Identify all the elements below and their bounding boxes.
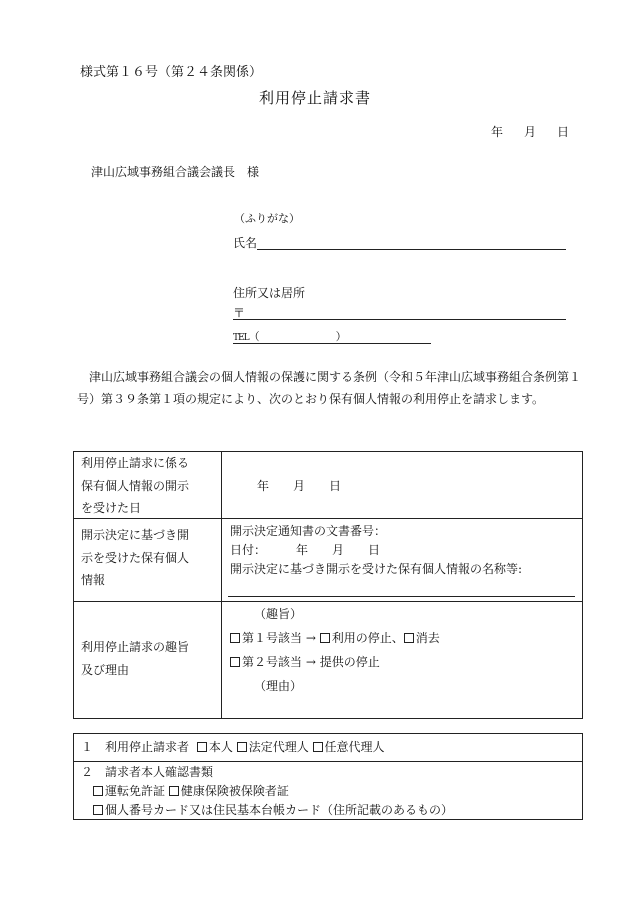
checkbox-legal-agent[interactable] <box>237 742 247 752</box>
furigana-label: （ふりがな） <box>234 212 300 225</box>
tel-line: TEL（ ） <box>233 330 347 343</box>
tel-label: TEL <box>233 333 249 343</box>
reason-heading: （理由） <box>254 679 303 693</box>
addressee: 津山広域事務組合議会議長 様 <box>91 165 260 179</box>
date-day: 日 <box>557 125 570 139</box>
postal-mark: 〒 <box>233 306 246 320</box>
checkbox-health-insurance[interactable] <box>169 786 179 796</box>
checkbox-voluntary-agent[interactable] <box>313 742 323 752</box>
id-doc-options-2: 個人番号カード又は住民基本台帳カード（住所記載のあるもの） <box>81 801 453 820</box>
requester-verification-table <box>73 733 583 820</box>
date-year: 年 <box>491 125 504 139</box>
document-number-field[interactable]: 開示決定通知書の文書番号： <box>230 524 387 538</box>
checkbox-erase[interactable] <box>404 633 414 643</box>
page-title: 利用停止請求書 <box>258 89 371 107</box>
request-statement: 津山広域事務組合議会の個人情報の保護に関する条例（令和５年津山広域事務組合条例第１号）第３９条第１項の規定により、次のとおり保有個人情報の利用停止を請求します。 <box>77 370 582 406</box>
arrow-right-icon: → <box>305 655 316 669</box>
checkbox-article1[interactable] <box>230 633 240 643</box>
row-divider <box>74 761 582 762</box>
form-number: 様式第１６号（第２４条関係） <box>80 65 263 80</box>
purpose-label: 利用停止請求の趣旨 及び理由 <box>81 640 190 677</box>
checkbox-mynumber-card[interactable] <box>93 805 103 815</box>
column-divider <box>221 452 222 718</box>
info-name-field[interactable]: 開示決定に基づき開示を受けた保有個人情報の名称等: <box>230 562 523 576</box>
address-field[interactable] <box>233 319 566 320</box>
checkbox-article2[interactable] <box>230 657 240 667</box>
date-month: 月 <box>524 125 537 139</box>
name-field[interactable] <box>257 249 566 250</box>
request-date <box>491 126 569 138</box>
checkbox-stop-use[interactable] <box>320 633 330 643</box>
checkbox-drivers-license[interactable] <box>93 786 103 796</box>
arrow-right-icon: → <box>305 631 316 645</box>
request-table <box>73 451 583 719</box>
address-label: 住所又は居所 <box>233 286 306 300</box>
purpose-option-2: 第２号該当 → 提供の停止 <box>230 650 440 674</box>
notice-date-field[interactable]: 日付： 年 月 日 <box>230 543 381 557</box>
disclosed-info-label: 開示決定に基づき開 示を受けた保有個人 情報 <box>81 528 190 587</box>
info-name-underline <box>228 596 575 597</box>
purpose-heading: （趣旨） <box>254 607 303 621</box>
id-doc-options-1: 運転免許証 健康保険被保険者証 <box>81 782 453 801</box>
disclosure-date-label: 利用停止請求に係る 保有個人情報の開示 を受けた日 <box>81 456 190 515</box>
purpose-fields <box>230 602 440 698</box>
purpose-option-1: 第１号該当 → 利用の停止、 消去 <box>230 626 440 650</box>
id-documents-row: ２ 請求者本人確認書類 運転免許証 健康保険被保険者証 個人番号カード又は住民基本台帳カード（住所記載のあるもの） <box>81 763 453 820</box>
requester-type-row: １ 利用停止請求者 本人 法定代理人 任意代理人 <box>81 740 385 754</box>
tel-field[interactable] <box>233 343 431 344</box>
name-label: 氏名 <box>233 236 258 250</box>
checkbox-self[interactable] <box>197 742 207 752</box>
disclosed-info-fields <box>230 522 522 579</box>
disclosure-date-field[interactable]: 年 月 日 <box>257 479 342 493</box>
